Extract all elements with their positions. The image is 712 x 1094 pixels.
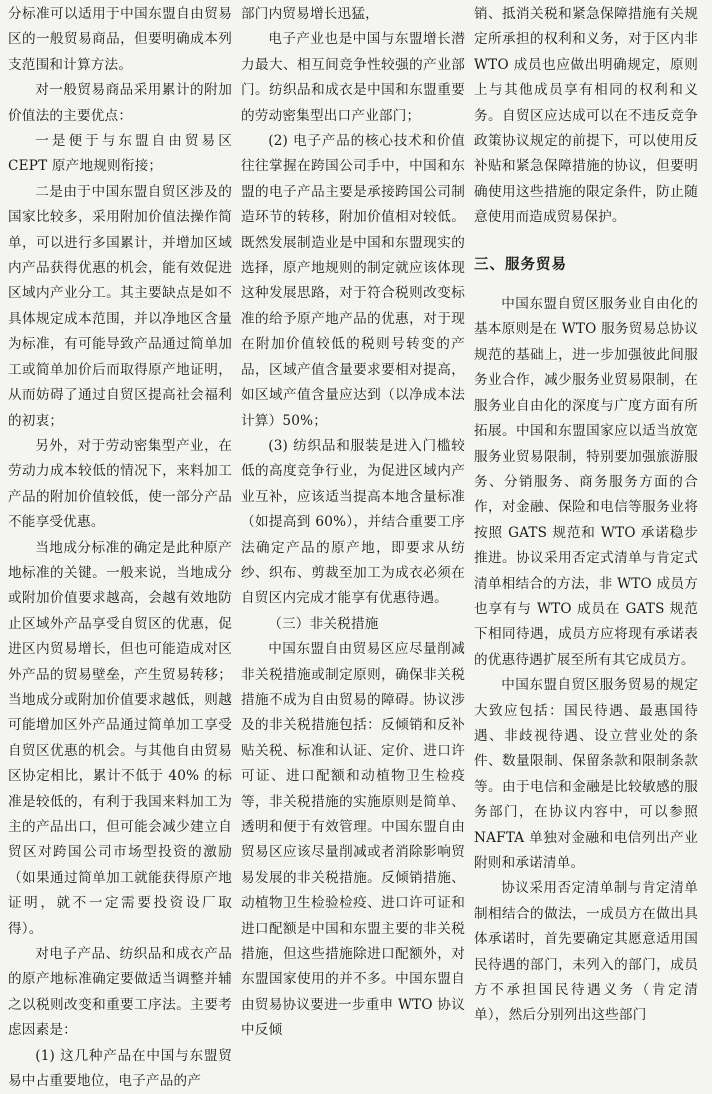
paragraph: 对一般贸易商品采用累计的附加价值法的主要优点：: [8, 82, 232, 124]
paragraph: 中国东盟自贸区服务业自由化的基本原则是在 WTO 服务贸易总协议规范的基础上，进一步加强彼此间服务业合作，减少服务业贸易限制，在服务业自由化的深度与广度方面有所拓展。中国和东盟国家应以适当放宽服务业贸易限制，特别要加强旅游服务、分销服务、商务服务方面的合作，对金融、保险和电信等服务业将按照 GATS 规范和 WTO 承诺稳步推进。协议采用否定式清单与肯定式清单相结合的方法，非 WTO 成员方也享有与 WTO 成员在 GATS 规范下相同待遇，成员方应将现有承诺表的优惠待遇扩展至所有其它成员方。: [474, 296, 698, 668]
paragraph: 中国东盟自由贸易区应尽量削减非关税措施或制定原则，确保非关税措施不成为自由贸易的障碍。协议涉及的非关税措施包括：反倾销和反补贴关税、标准和认证、定价、进口许可证、进口配额和动植物卫生检疫等，非关税措施的实施原则是简单、透明和便于有效管理。中国东盟自由贸易区应该尽量削减或者消除影响贸易发展的非关税措施。反倾销措施、动植物卫生检验检疫、进口许可证和进口配额是中国和东盟主要的非关税措施，但这些措施除进口配额外，对东盟国家使用的并不多。中国东盟自由贸易协议要进一步重申 WTO 协议中反倾: [241, 641, 465, 1039]
paragraph: 二是由于中国东盟自贸区涉及的国家比较多，采用附加价值法操作简单，可以进行多国累计，并增加区域内产品获得优惠的机会，能有效促进区域内产业分工。其主要缺点是如不具体规定成本范围，并以净地区含量为标准，有可能导致产品通过简单加工或简单加价后而取得原产地证明，从而妨碍了通过自贸区提高社会福利的初衷；: [8, 183, 232, 429]
paragraph: 电子产业也是中国与东盟增长潜力最大、相互间竞争性较强的产业部门。纺织品和成衣是中国和东盟重要的劳动密集型出口产业部门；: [241, 31, 465, 124]
paragraph: (2) 电子产品的核心技术和价值往往掌握在跨国公司手中，中国和东盟的电子产品主要是承接跨国公司制造环节的转移，附加价值相对较低。既然发展制造业是中国和东盟现实的选择，原产地规则的制定就应该体现这种发展思路，对于符合税则改变标准的给予原产地产品的优惠，对于现在附加价值较低的税则号转变的产品，区域产值含量要求要相对提高，如区域产值含量应达到（以净成本法计算）50%；: [241, 133, 465, 429]
paragraph: 中国东盟自贸区服务贸易的规定大致应包括：国民待遇、最惠国待遇、非歧视待遇、设立营业处的条件、数量限制、保留条款和限制条款等。由于电信和金融是比较敏感的服务部门，在协议内容中，可以参照 NAFTA 单独对金融和电信列出产业附则和承诺清单。: [474, 677, 698, 871]
paragraph: (1) 这几种产品在中国与东盟贸易中占重要地位，电子产品的产: [8, 1047, 232, 1090]
column-left: [8, 2, 232, 1090]
paragraph: 分标准可以适用于中国东盟自由贸易区的一般贸易商品，但要明确成本列支范围和计算方法。: [8, 6, 232, 73]
paragraph: 另外，对于劳动密集型产业，在劳动力成本较低的情况下，来料加工产品的附加价值较低，使一部分产品不能享受优惠。: [8, 437, 232, 531]
subsection-heading: （三）非关税措施: [268, 615, 379, 632]
paragraph: 对电子产品、纺织品和成衣产品的原产地标准确定要做适当调整并辅之以税则改变和重要工序法。主要考虑因素是：: [8, 946, 232, 1039]
text-columns: [8, 2, 704, 1090]
paragraph: (3) 纺织品和服装是进入门槛较低的高度竞争行业，为促进区域内产业互补，应该适当提高本地含量标准（如提高到 60%），并结合重要工序法确定产品的原产地，即要求从纺纱、织布、剪裁至加工为成衣必须在自贸区内完成才能享有优惠待遇。: [241, 437, 465, 607]
paragraph: 部门内贸易增长迅猛，: [241, 6, 379, 22]
paragraph: 一是便于与东盟自由贸易区CEPT 原产地规则衔接；: [8, 133, 232, 175]
column-right: [474, 2, 698, 1024]
paragraph: 销、抵消关税和紧急保障措施有关规定所承担的权利和义务，对于区内非 WTO 成员也应做出明确规定，原则上与其他成员享有相同的权利和义务。自贸区应达成可以在不违反竞争政策协议规定的前提下，可以使用反补贴和紧急保障措施的协议，但要明确使用这些措施的限定条件，防止随意使用而造成贸易保护。: [474, 6, 698, 226]
paragraph: 协议采用否定清单制与肯定清单制相结合的做法，一成员方在做出具体承诺时，首先要确定其愿意适用国民待遇的部门，未列入的部门，成员方不承担国民待遇义务（肯定清单），然后分别列出这些部门: [474, 880, 698, 1024]
paragraph: 当地成分标准的确定是此种原产地标准的关键。一般来说，当地成分或附加价值要求越高，会越有效地防止区域外产品享受自贸区的优惠，促进区内贸易增长，但也可能造成对区外产品的贸易壁垒，产生贸易转移；当地成分或附加价值要求越低，则越可能增加区外产品通过简单加工享受自贸区优惠的机会。与其他自由贸易区协定相比，累计不低于 40% 的标准是较低的，有利于我国来料加工为主的产品出口，但可能会减少建立自贸区对跨国公司市场型投资的激励（如果通过简单加工就能获得原产地证明，就不一定需要投资设厂取得）。: [8, 539, 232, 937]
column-middle: [241, 2, 465, 1039]
section-heading: 三、服务贸易: [474, 256, 567, 273]
